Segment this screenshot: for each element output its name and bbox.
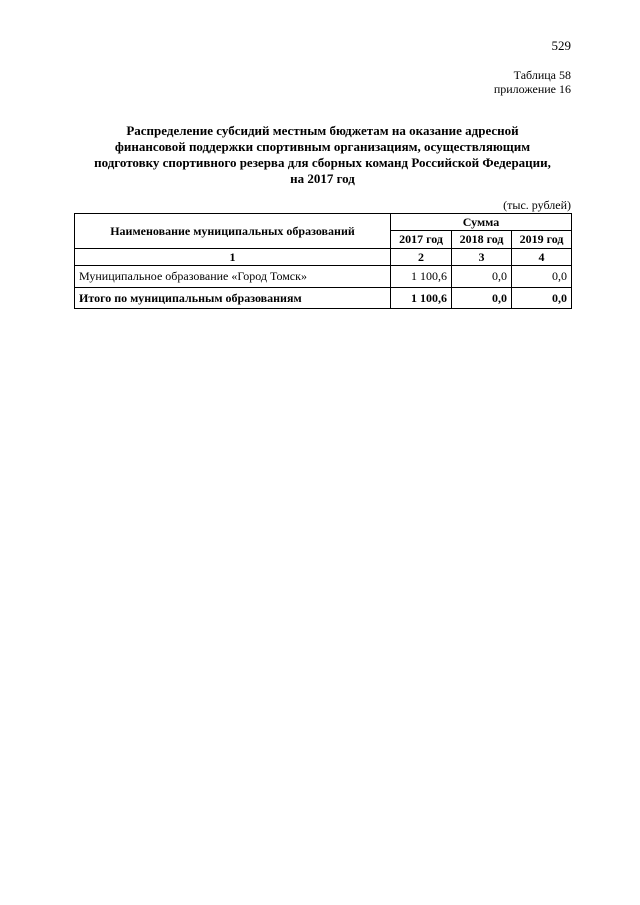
column-numbers-row xyxy=(75,249,572,266)
municipality-name: Муниципальное образование «Город Томск» xyxy=(75,266,391,288)
total-row xyxy=(75,288,572,309)
year-header-2017: 2017 год xyxy=(391,231,452,249)
total-2019: 0,0 xyxy=(512,288,572,309)
table-label: Таблица 58 xyxy=(513,68,571,82)
year-header-2018: 2018 год xyxy=(452,231,512,249)
document-title xyxy=(74,123,571,187)
table-header-row xyxy=(75,214,572,231)
total-2017: 1 100,6 xyxy=(391,288,452,309)
title-line: Распределение субсидий местным бюджетам на оказание адресной xyxy=(126,123,519,138)
title-line: подготовку спортивного резерва для сборных команд Российской Федерации, xyxy=(94,155,551,170)
column-number: 3 xyxy=(452,249,512,266)
table-row xyxy=(75,266,572,288)
title-line: на 2017 год xyxy=(290,171,355,186)
value-2018: 0,0 xyxy=(452,266,512,288)
appendix-label: приложение 16 xyxy=(493,82,571,96)
column-number: 1 xyxy=(75,249,391,266)
subsidy-table xyxy=(74,213,572,309)
title-line: финансовой поддержки спортивным организациям, осуществляющим xyxy=(114,139,531,154)
total-label: Итого по муниципальным образованиям xyxy=(75,288,391,309)
year-header-2019: 2019 год xyxy=(512,231,572,249)
column-number: 4 xyxy=(512,249,572,266)
value-2017: 1 100,6 xyxy=(391,266,452,288)
name-column-header: Наименование муниципальных образований xyxy=(75,214,391,249)
page-number: 529 xyxy=(551,38,571,53)
total-2018: 0,0 xyxy=(452,288,512,309)
value-2019: 0,0 xyxy=(512,266,572,288)
column-number: 2 xyxy=(391,249,452,266)
units-note: (тыс. рублей) xyxy=(503,198,571,212)
sum-column-header: Сумма xyxy=(391,214,572,231)
